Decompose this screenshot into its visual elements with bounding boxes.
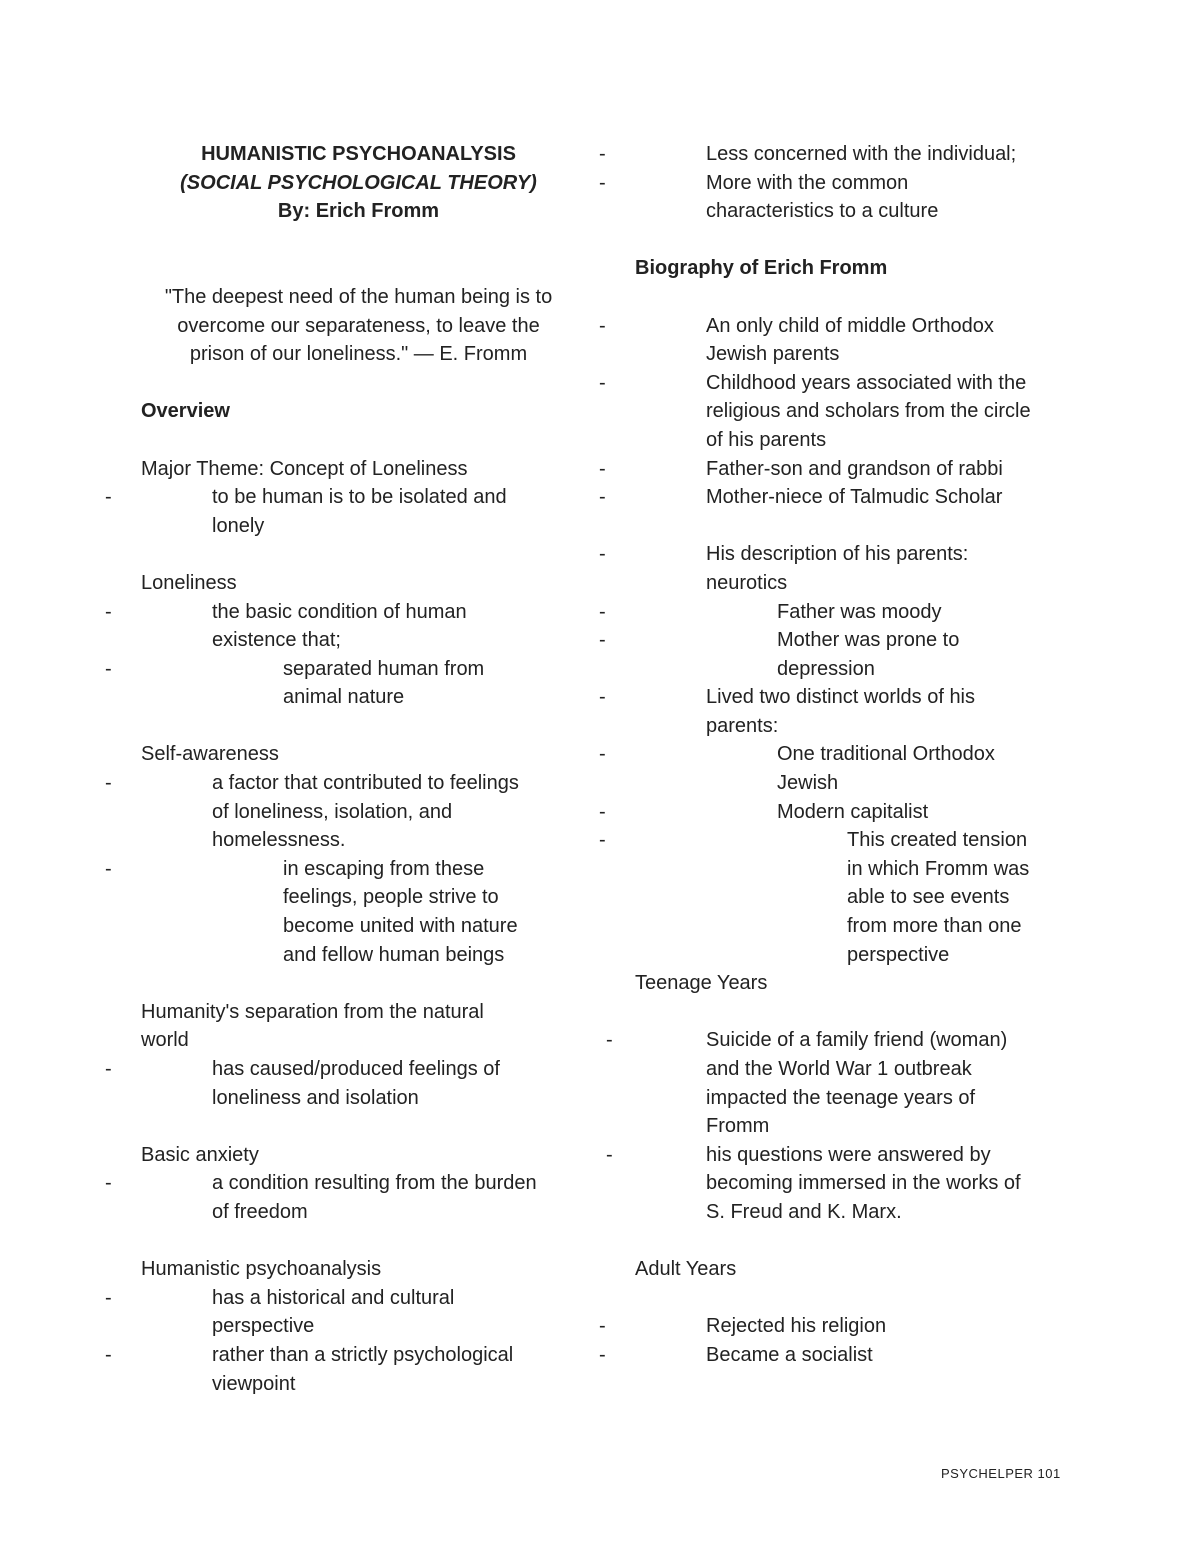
bullet-dash: -	[599, 457, 606, 480]
bullet-dash: -	[599, 1315, 606, 1338]
bullet-dash: -	[105, 857, 112, 880]
bullet-dash: -	[599, 171, 606, 194]
bullet-dash: -	[606, 1143, 613, 1166]
bullet-dash: -	[105, 486, 112, 509]
document-title: HUMANISTIC PSYCHOANALYSIS	[201, 143, 516, 165]
bullet-dash: -	[105, 1172, 112, 1195]
list-item: - the basic condition of human existence that;	[141, 598, 576, 655]
bullet-dash: -	[599, 800, 606, 823]
right-column	[599, 140, 1075, 1370]
list-item: - has caused/produced feelings of loneliness and isolation	[141, 1055, 576, 1112]
bullet-dash: -	[599, 600, 606, 623]
list-item: - has a historical and cultural perspective	[141, 1284, 576, 1341]
sub-list-item: - Mother was prone to depression	[635, 626, 1075, 683]
bullet-dash: -	[606, 1029, 613, 1052]
bullet-dash: -	[105, 1286, 112, 1309]
teenage-heading: Teenage Years	[635, 972, 768, 995]
page-footer: PSYCHELPER 101	[941, 1466, 1061, 1481]
bullet-dash: -	[599, 543, 606, 566]
list-item: - Lived two distinct worlds of his parents:	[635, 683, 1075, 740]
bullet-dash: -	[599, 314, 606, 337]
left-column	[105, 140, 576, 1398]
bullet-dash: -	[599, 486, 606, 509]
sub-list-item: - Modern capitalist	[635, 798, 1075, 827]
self-awareness-heading: Self-awareness	[141, 743, 279, 766]
overview-heading: Overview	[141, 400, 230, 423]
bullet-dash: -	[105, 657, 112, 680]
opening-quote: "The deepest need of the human being is to overcome our separateness, to leave the prison of our loneliness." — E. Fromm	[164, 285, 553, 366]
list-item: - rather than a strictly psychological viewpoint	[141, 1341, 576, 1398]
list-item: - Childhood years associated with the religious and scholars from the circle of his parents	[635, 369, 1075, 455]
list-item: - to be human is to be isolated and lonely	[141, 483, 576, 540]
bullet-dash: -	[599, 1343, 606, 1366]
list-item: - Became a socialist	[635, 1341, 1075, 1370]
biography-heading: Biography of Erich Fromm	[635, 257, 888, 280]
humanistic-heading: Humanistic psychoanalysis	[141, 1258, 382, 1281]
sub-list-item: - One traditional Orthodox Jewish	[635, 740, 1075, 797]
author-byline: By: Erich Fromm	[277, 200, 440, 223]
bullet-dash: -	[599, 143, 606, 165]
list-item: - his questions were answered by becoming immersed in the works of S. Freud and K. Marx.	[635, 1141, 1075, 1227]
list-item: - More with the common characteristics to a culture	[635, 169, 1075, 226]
bullet-dash: -	[105, 772, 112, 795]
list-item: - Less concerned with the individual;	[635, 140, 1075, 169]
list-item: - An only child of middle Orthodox Jewish parents	[635, 312, 1075, 369]
bullet-dash: -	[599, 371, 606, 394]
list-item: - a factor that contributed to feelings of loneliness, isolation, and homelessness.	[141, 769, 576, 855]
bullet-dash: -	[105, 600, 112, 623]
separation-heading: Humanity's separation from the natural world	[141, 1000, 484, 1052]
sub-list-item: - separated human from animal nature	[141, 655, 576, 712]
list-item: - Father-son and grandson of rabbi	[635, 455, 1075, 484]
list-item: - His description of his parents: neurotics	[635, 540, 1075, 597]
major-theme: Major Theme: Concept of Loneliness	[141, 457, 468, 480]
list-item: - a condition resulting from the burden of freedom	[141, 1169, 576, 1226]
bullet-dash: -	[599, 743, 606, 766]
list-item: - Rejected his religion	[635, 1312, 1075, 1341]
document-subtitle: (SOCIAL PSYCHOLOGICAL THEORY)	[180, 171, 537, 194]
sub-sub-list-item: - This created tension in which Fromm was able to see events from more than one perspective	[635, 826, 1075, 969]
bullet-dash: -	[105, 1058, 112, 1080]
list-item: - Mother-niece of Talmudic Scholar	[635, 483, 1075, 512]
basic-anxiety-heading: Basic anxiety	[141, 1143, 259, 1166]
sub-list-item: - in escaping from these feelings, people strive to become united with nature and fellow human beings	[141, 855, 576, 969]
loneliness-heading: Loneliness	[141, 571, 237, 594]
bullet-dash: -	[599, 829, 606, 852]
sub-list-item: - Father was moody	[635, 598, 1075, 627]
adult-heading: Adult Years	[635, 1258, 737, 1281]
bullet-dash: -	[599, 686, 606, 709]
bullet-dash: -	[599, 629, 606, 652]
list-item: - Suicide of a family friend (woman) and the World War 1 outbreak impacted the teenage years of Fromm	[635, 1026, 1075, 1140]
bullet-dash: -	[105, 1343, 112, 1366]
